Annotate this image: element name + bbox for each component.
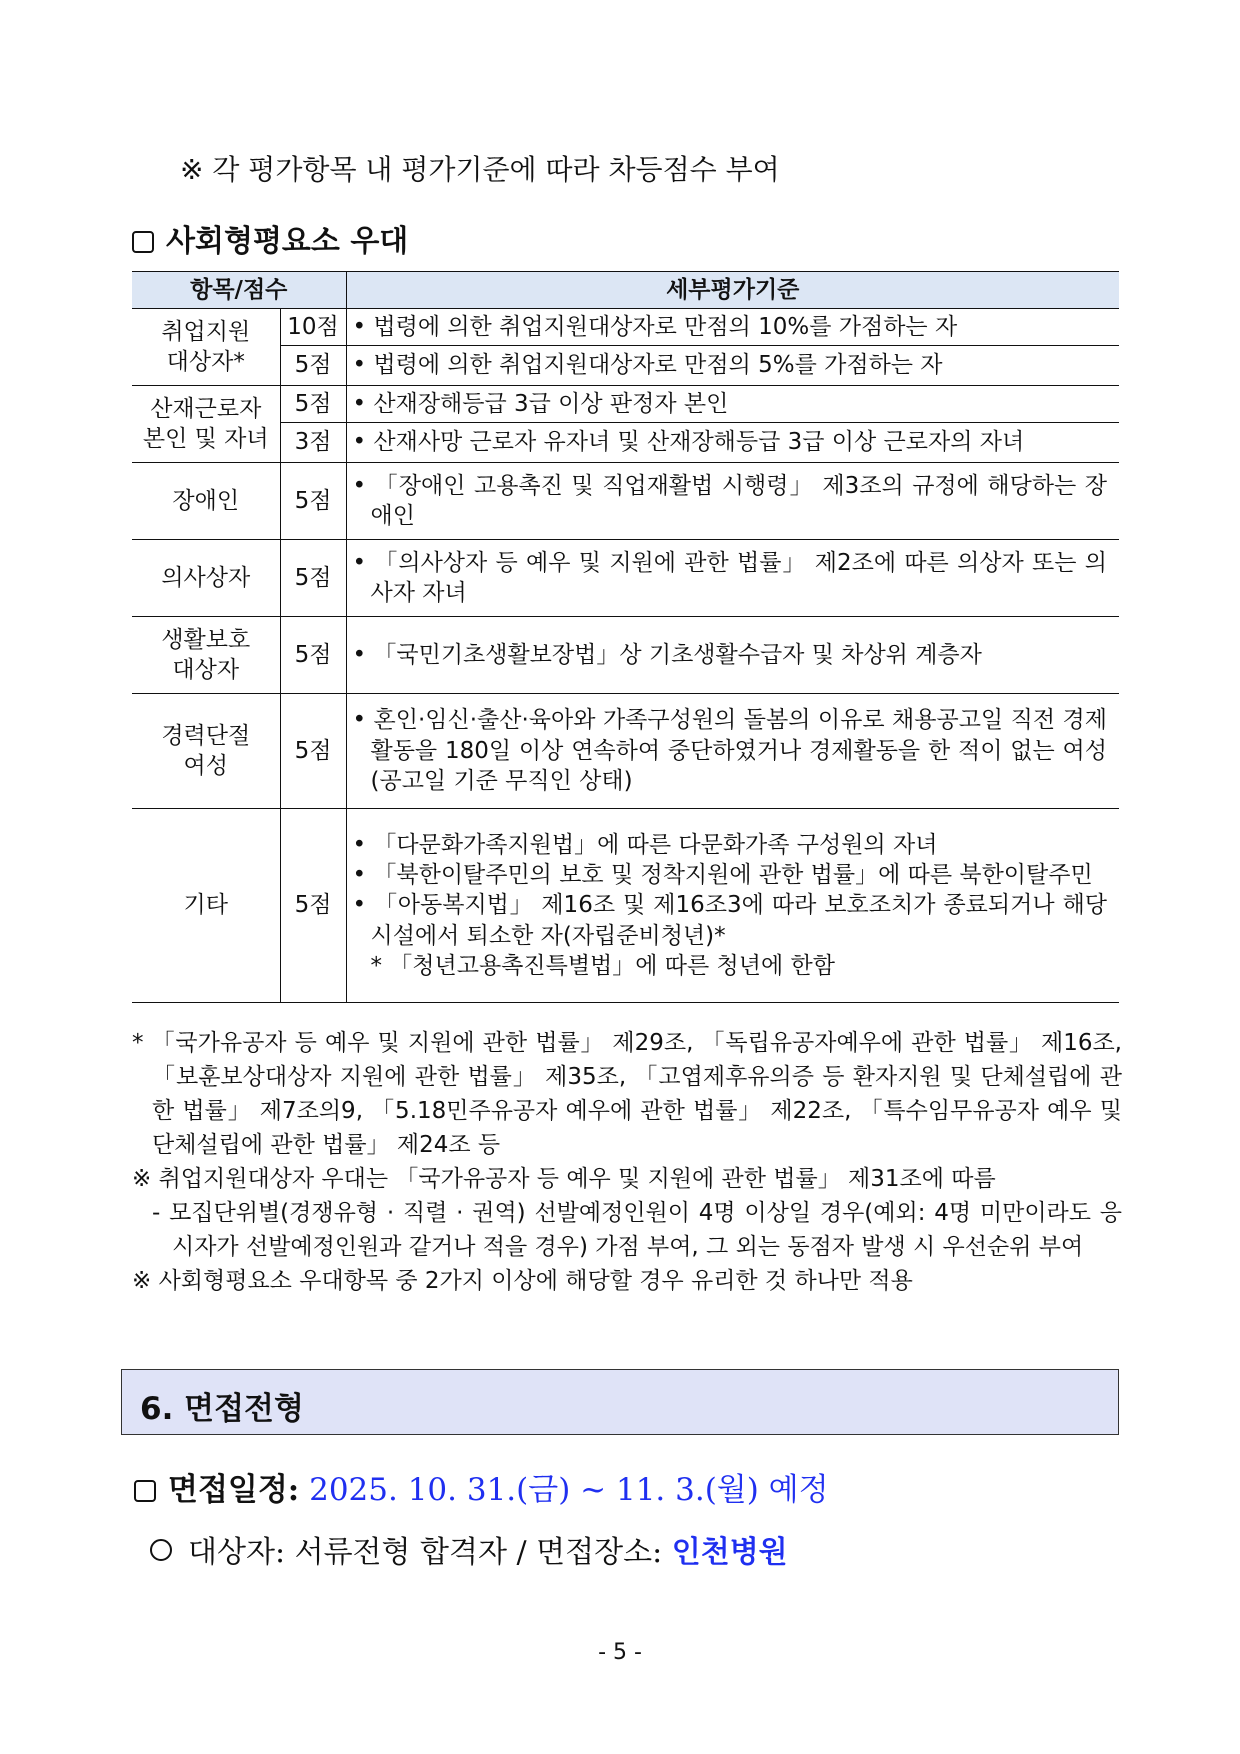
- header-criteria: 세부평가기준: [346, 272, 1119, 309]
- category-others: 기타: [132, 809, 280, 1003]
- top-note: ※ 각 평가항목 내 평가기준에 따라 차등점수 부여: [180, 153, 780, 186]
- score-cell: 5점: [280, 540, 346, 617]
- criteria-line: • 「다문화가족지원법」에 따른 다문화가족 구성원의 자녀: [352, 831, 938, 858]
- score-cell: 5점: [280, 346, 346, 386]
- category-employment-support: 취업지원 대상자*: [132, 309, 280, 386]
- criteria-cell: [346, 309, 1119, 346]
- section-heading-text: 사회형평요소 우대: [166, 224, 409, 259]
- score-cell: 5점: [280, 694, 346, 809]
- notes-block: [132, 1026, 1122, 1298]
- note-item: * 「국가유공자 등 예우 및 지원에 관한 법률」 제29조, 「독립유공자예우에 관한 법률」 제16조, 「보훈보상대상자 지원에 관한 법률」 제35조, 「고엽제후유의증 등 환자지원 및 단체설립에 관한 법률」 제7조의9, 「5.18민주유공자 예우에 관한 법률」 제22조, 「특수임무유공자 예우 및 단체설립에 관한 법률」 제24조 등: [132, 1030, 1122, 1158]
- criteria-cell: [346, 540, 1119, 617]
- criteria-table: [132, 271, 1119, 1003]
- criteria-line: • 산재사망 근로자 유자녀 및 산재장해등급 3급 이상 근로자의 자녀: [352, 429, 1025, 456]
- criteria-cell: [346, 463, 1119, 540]
- criteria-cell: [346, 809, 1119, 1003]
- interview-location: 인천병원: [671, 1535, 788, 1570]
- interview-schedule: [134, 1464, 829, 1509]
- criteria-line: • 법령에 의한 취업지원대상자로 만점의 5%를 가점하는 자: [352, 352, 943, 379]
- criteria-line: • 「아동복지법」 제16조 및 제16조3에 따라 보호조치가 종료되거나 해당 시설에서 퇴소한 자(자립준비청년)*: [352, 892, 1107, 949]
- score-cell: 5점: [280, 809, 346, 1003]
- target-text: 대상자: 서류전형 합격자 / 면접장소:: [188, 1535, 663, 1570]
- section6-banner: [121, 1369, 1119, 1435]
- category-basic-livelihood: 생활보호 대상자: [132, 617, 280, 694]
- criteria-line: • 법령에 의한 취업지원대상자로 만점의 10%를 가점하는 자: [352, 313, 958, 340]
- criteria-line: • 「북한이탈주민의 보호 및 정착지원에 관한 법률」에 따른 북한이탈주민: [352, 861, 1093, 888]
- category-disabled: 장애인: [132, 463, 280, 540]
- score-cell: 3점: [280, 423, 346, 463]
- criteria-line: • 「국민기초생활보장법」상 기초생활수급자 및 차상위 계층자: [352, 641, 982, 668]
- category-career-break: 경력단절 여성: [132, 694, 280, 809]
- category-righteous: 의사상자: [132, 540, 280, 617]
- score-cell: 5점: [280, 386, 346, 423]
- criteria-cell: [346, 386, 1119, 423]
- score-cell: 5점: [280, 463, 346, 540]
- note-item: ※ 사회형평요소 우대항목 중 2가지 이상에 해당할 경우 유리한 것 하나만 적용: [132, 1268, 913, 1294]
- header-item-score: 항목/점수: [132, 272, 346, 309]
- score-cell: 10점: [280, 309, 346, 346]
- criteria-line: • 「의사상자 등 예우 및 지원에 관한 법률」 제2조에 따른 의상자 또는 의사자 자녀: [352, 549, 1107, 606]
- criteria-cell: [346, 694, 1119, 809]
- interview-target: [150, 1527, 788, 1571]
- criteria-cell: [346, 617, 1119, 694]
- schedule-value: 2025. 10. 31.(금) ~ 11. 3.(월) 예정: [309, 1472, 829, 1508]
- page-number: - 5 -: [598, 1640, 642, 1665]
- criteria-line: • 산재장해등급 3급 이상 판정자 본인: [352, 390, 729, 417]
- section6-title: 6. 면접전형: [140, 1391, 304, 1427]
- section-heading-social: [132, 216, 408, 260]
- criteria-footnote: * 「청년고용촉진특별법」에 따른 청년에 한함: [370, 953, 835, 980]
- category-industrial-accident: 산재근로자 본인 및 자녀: [132, 386, 280, 463]
- criteria-cell: [346, 346, 1119, 386]
- checkbox-icon: [132, 231, 154, 253]
- schedule-label: 면접일정:: [168, 1472, 300, 1508]
- circle-bullet-icon: [150, 1539, 172, 1561]
- note-item: ※ 취업지원대상자 우대는 「국가유공자 등 예우 및 지원에 관한 법률」 제31조에 따름: [132, 1166, 996, 1192]
- checkbox-icon: [134, 1480, 156, 1502]
- criteria-line: • 혼인·임신·출산·육아와 가족구성원의 돌봄의 이유로 채용공고일 직전 경제활동을 180일 이상 연속하여 중단하였거나 경제활동을 한 적이 없는 여성(공고일 기준 무직인 상태): [352, 707, 1107, 795]
- note-item: - 모집단위별(경쟁유형 · 직렬 · 권역) 선발예정인원이 4명 이상일 경우(예외: 4명 미만이라도 응시자가 선발예정인원과 같거나 적을 경우) 가점 부여, 그 외는 동점자 발생 시 우선순위 부여: [152, 1200, 1122, 1260]
- score-cell: 5점: [280, 617, 346, 694]
- criteria-cell: [346, 423, 1119, 463]
- criteria-line: • 「장애인 고용촉진 및 직업재활법 시행령」 제3조의 규정에 해당하는 장애인: [352, 472, 1107, 529]
